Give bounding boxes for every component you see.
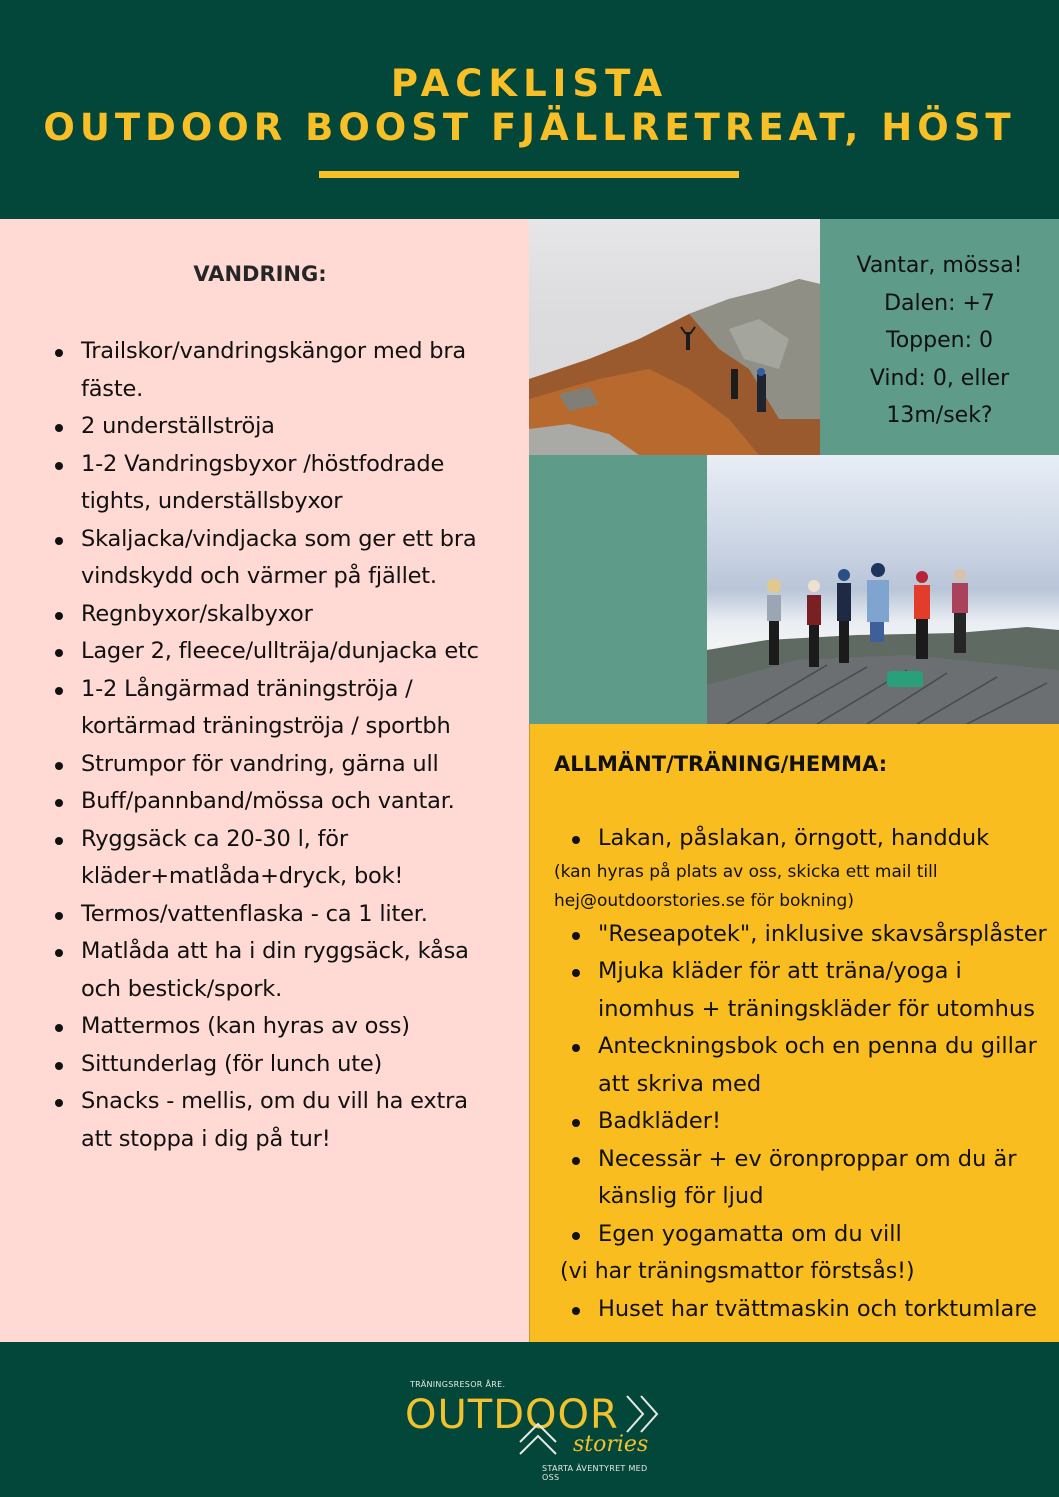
weather-line: Vind: 0, eller [869, 365, 1010, 391]
list-item [598, 820, 1053, 858]
list-item [81, 521, 501, 596]
title-underline [319, 171, 739, 178]
bullet-icon [55, 1024, 63, 1032]
logo-brand: OUTDOOR [405, 1392, 619, 1438]
list-item [81, 783, 501, 821]
allmant-list-3 [598, 1291, 1053, 1329]
list-item [598, 1028, 1053, 1103]
item-text: Strumpor för vandring, gärna ull [81, 750, 439, 777]
bullet-icon [55, 912, 63, 920]
list-item [81, 821, 501, 896]
bullet-icon [55, 687, 63, 695]
vandring-section [0, 219, 529, 1342]
item-text: Regnbyxor/skalbyxor [81, 600, 313, 627]
logo-tagline-bottom: STARTA ÄVENTYRET MED OSS [542, 1464, 648, 1482]
rental-note [554, 858, 1034, 916]
summit-group-illustration [707, 455, 1059, 724]
weather-line: Toppen: 0 [886, 328, 993, 353]
logo-tagline-top: TRÄNINGSRESOR ÅRE. [410, 1380, 506, 1389]
bullet-icon [55, 949, 63, 957]
bullet-icon [55, 537, 63, 545]
bullet-icon [572, 1157, 580, 1165]
bullet-icon [572, 1232, 580, 1240]
item-text: "Reseapotek", inklusive skavsårsplåster [598, 920, 1047, 947]
weather-line: Dalen: +7 [884, 290, 995, 316]
list-item [81, 408, 501, 446]
bullet-icon [55, 462, 63, 470]
bullet-icon [572, 836, 580, 844]
header-banner [0, 0, 1059, 219]
allmant-section [529, 724, 1059, 1342]
item-text: Termos/vattenflaska - ca 1 liter. [81, 900, 428, 927]
item-text: Mjuka kläder för att träna/yoga i inomhus + träningskläder för utomhus [598, 958, 1035, 1022]
bullet-icon [572, 1044, 580, 1052]
vandring-heading: VANDRING: [193, 262, 327, 286]
list-item [81, 446, 501, 521]
bullet-icon [55, 837, 63, 845]
list-item [81, 896, 501, 934]
page-title: PACKLISTA [390, 62, 669, 105]
list-item [598, 1216, 1053, 1254]
item-text: Buff/pannband/mössa och vantar. [81, 788, 455, 814]
bullet-icon [572, 1119, 580, 1127]
list-item [81, 1046, 501, 1084]
footer [0, 1342, 1059, 1497]
item-text: Anteckningsbok och en penna du gillar att skriva med [598, 1033, 1037, 1097]
bullet-icon [55, 649, 63, 657]
list-item [81, 746, 501, 784]
mountain-illustration [529, 219, 820, 455]
list-item [598, 1103, 1053, 1141]
weather-info-box [820, 219, 1059, 455]
vandring-list [81, 333, 501, 1158]
bullet-icon [572, 969, 580, 977]
list-item [81, 671, 501, 746]
list-item [598, 953, 1053, 1028]
item-text: Necessär + ev öronproppar om du är känslig för ljud [598, 1145, 1017, 1209]
item-text: Badkläder! [598, 1108, 721, 1134]
list-item [598, 1291, 1053, 1329]
item-text: 1-2 Vandringsbyxor /höstfodrade tights, underställsbyxor [81, 450, 445, 514]
outdoor-stories-logo [405, 1380, 665, 1480]
bullet-icon [55, 799, 63, 807]
item-text: Ryggsäck ca 20-30 l, för kläder+matlåda+dryck, bok! [81, 825, 404, 889]
bullet-icon [55, 424, 63, 432]
list-item [598, 1141, 1053, 1216]
group-summit-photo [707, 455, 1059, 724]
bullet-icon [572, 1307, 580, 1315]
item-text: Lager 2, fleece/ullträja/dunjacka etc [81, 638, 479, 664]
item-text: Lakan, påslakan, örngott, handduk [598, 825, 990, 851]
bullet-icon [55, 1062, 63, 1070]
list-item [81, 933, 501, 1008]
weather-line: 13m/sek? [886, 403, 993, 428]
teal-decor-block [529, 455, 707, 724]
weather-line: Vantar, mössa! [856, 253, 1023, 278]
item-text: Skaljacka/vindjacka som ger ett bra vindskydd och värmer på fjället. [81, 525, 477, 589]
item-text: Huset har tvättmaskin och torktumlare [598, 1295, 1037, 1322]
logo-script: stories [573, 1432, 649, 1457]
bullet-icon [572, 932, 580, 940]
list-item [81, 596, 501, 634]
item-text: Egen yogamatta om du vill [598, 1220, 902, 1247]
email-text: hej@outdoorstories.se för bokning) [554, 890, 854, 911]
mats-note: (vi har träningsmattor förstsås!) [560, 1259, 915, 1284]
bullet-icon [55, 349, 63, 357]
item-text: Mattermos (kan hyras av oss) [81, 1013, 410, 1039]
item-text: Snacks - mellis, om du vill ha extra att stoppa i dig på tur! [81, 1088, 468, 1152]
list-item [81, 1008, 501, 1046]
hikers-mountain-photo [529, 219, 820, 455]
list-item [598, 916, 1053, 954]
item-text: 2 underställströja [81, 413, 275, 439]
list-item [81, 1083, 501, 1158]
item-text: 1-2 Långärmad träningströja / kortärmad träningströja / sportbh [81, 675, 451, 739]
item-text: Matlåda att ha i din ryggsäck, kåsa och bestick/spork. [81, 938, 469, 1002]
bullet-icon [55, 612, 63, 620]
bullet-icon [55, 762, 63, 770]
note-line: (kan hyras på plats av oss, skicka ett mail till [554, 861, 938, 882]
list-item [81, 333, 501, 408]
item-text: Trailskor/vandringskängor med bra fäste. [81, 338, 466, 402]
bullet-icon [55, 1099, 63, 1107]
item-text: Sittunderlag (för lunch ute) [81, 1050, 383, 1077]
allmant-heading: ALLMÄNT/TRÄNING/HEMMA: [554, 752, 888, 776]
allmant-list-1 [598, 820, 1053, 858]
allmant-list-2 [598, 916, 1053, 1254]
page-subtitle: OUTDOOR BOOST FJÄLLRETREAT, HÖST [43, 106, 1016, 149]
list-item [81, 633, 501, 671]
